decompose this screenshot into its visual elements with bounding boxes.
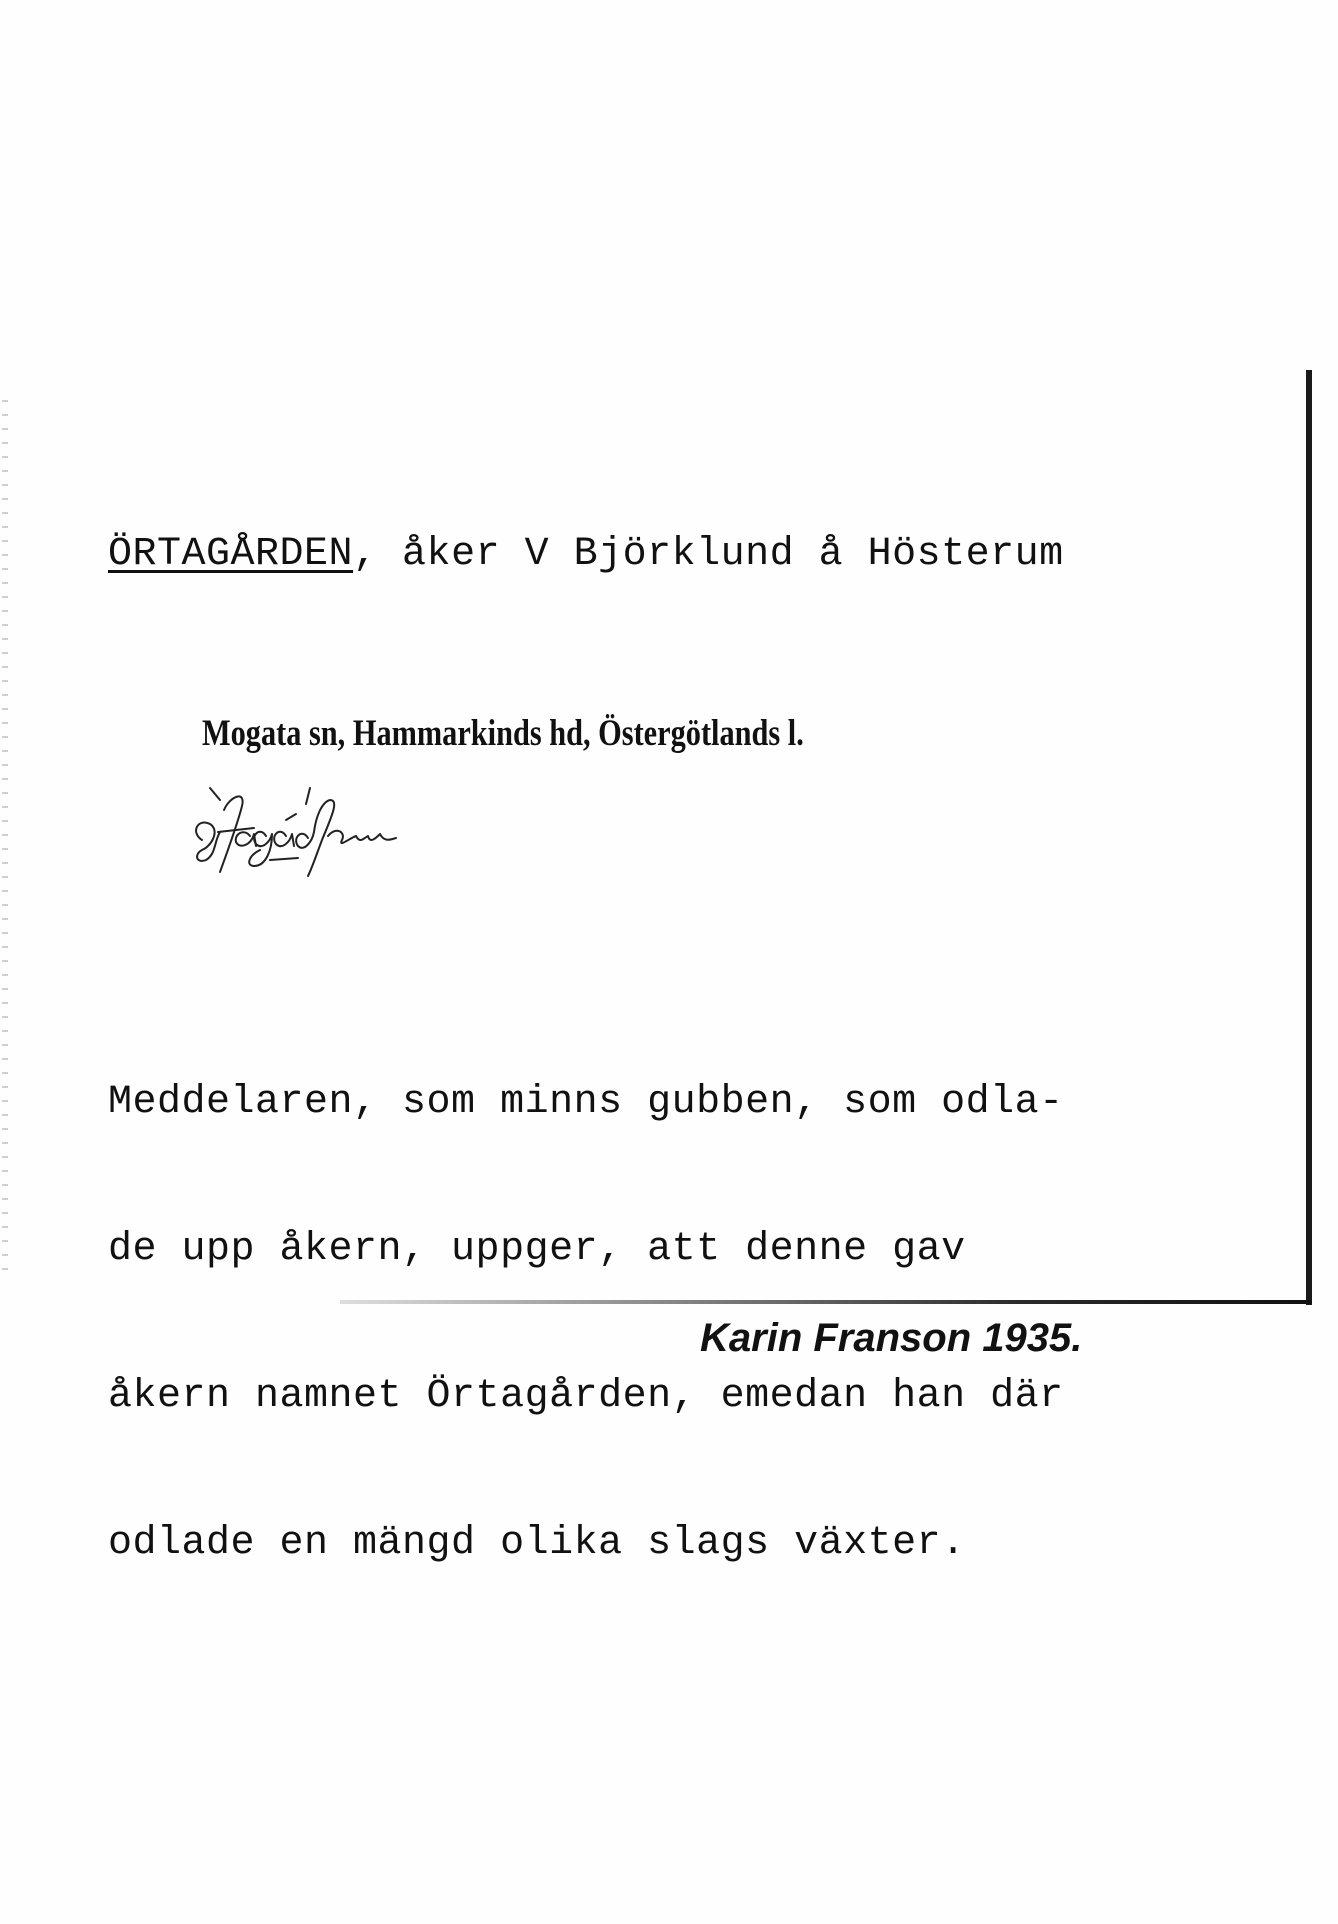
scan-edge-dots	[2, 400, 8, 1280]
body-line: de upp åkern, uppger, att denne gav	[108, 1227, 966, 1272]
body-line: Meddelaren, som minns gubben, som odla-	[108, 1080, 1064, 1125]
body-line: odlade en mängd olika slags växter.	[108, 1521, 966, 1566]
signature: Karin Franson 1935.	[700, 1316, 1083, 1360]
card-heading	[108, 532, 1064, 577]
place-name: ÖRTAGÅRDEN	[108, 532, 354, 577]
card-right-border	[1306, 370, 1312, 1305]
location-line: Mogata sn, Hammarkinds hd, Östergötlands l.	[202, 713, 804, 754]
handwritten-note	[190, 780, 450, 890]
place-description: , åker V Björklund å Hösterum	[353, 532, 1064, 577]
body-line: åkern namnet Örtagården, emedan han där	[108, 1374, 1064, 1419]
